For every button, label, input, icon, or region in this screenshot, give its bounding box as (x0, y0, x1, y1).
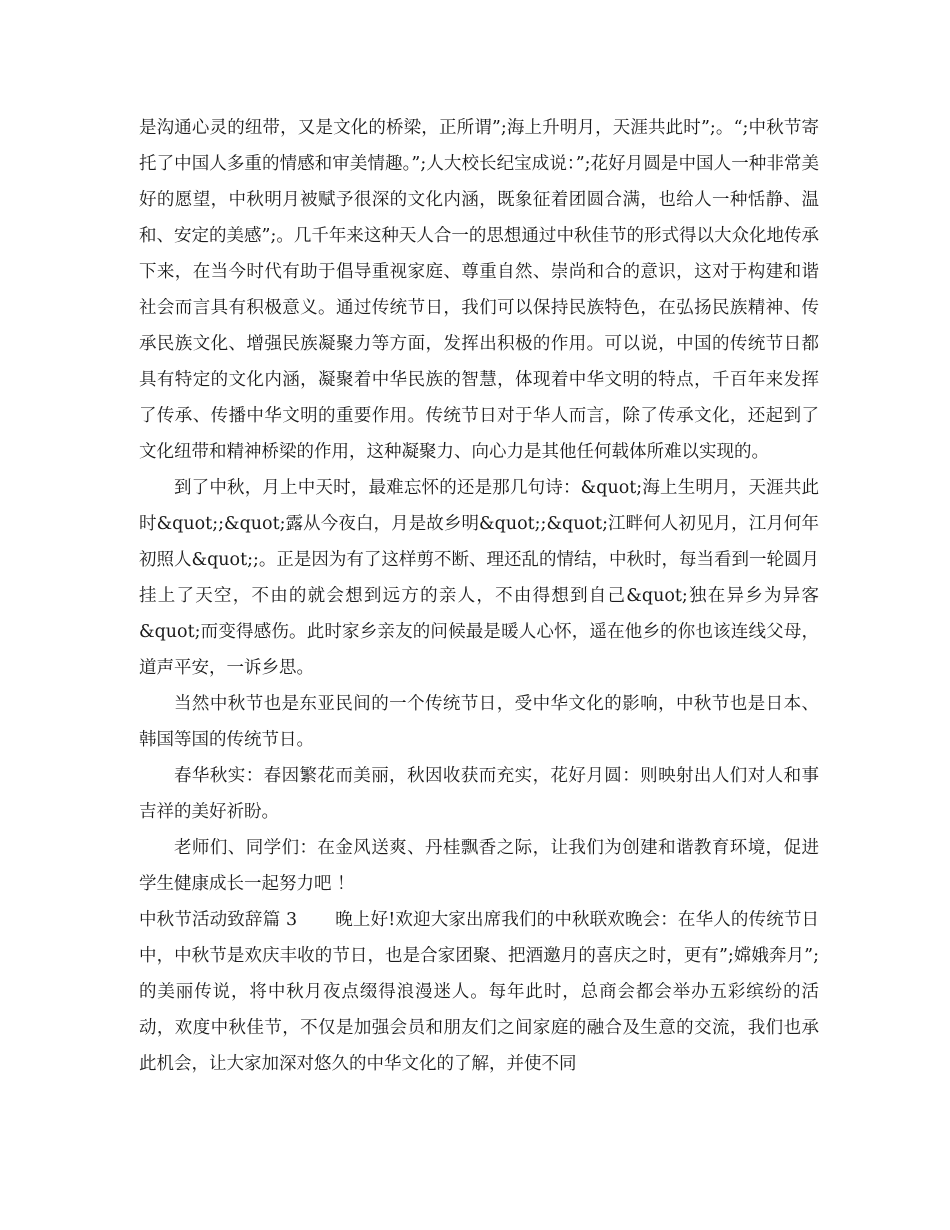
section-text: 晚上好!欢迎大家出席我们的中秋联欢晚会：在华人的传统节日中，中秋节是欢庆丰收的节日，也是合家团聚、把酒邀月的喜庆之时，更有”;嫦娥奔月”;的美丽传说，将中秋月夜点缀得浪漫迷人。每年此时，总商会都会举办五彩缤纷的活动，欢度中秋佳节，不仅是加强会员和朋友们之间家庭的融合及生意的交流，我们也承此机会，让大家加深对悠久的中华文化的了解，并使不同 (139, 910, 820, 1074)
paragraph-3: 当然中秋节也是东亚民间的一个传统节日，受中华文化的影响，中秋节也是日本、韩国等国的传统节日。 (139, 694, 819, 750)
section-paragraph (139, 902, 819, 1082)
paragraph-5: 老师们、同学们：在金风送爽、丹桂飘香之际，让我们为创建和谐教育环境，促进学生健康成长一起努力吧 ！ (139, 838, 819, 894)
paragraph-4: 春华秋实：春因繁花而美丽，秋因收获而充实，花好月圆：则映射出人们对人和事吉祥的美好祈盼。 (139, 766, 819, 822)
section-heading: 中秋节活动致辞篇 3 (139, 910, 298, 930)
paragraph-2: 到了中秋，月上中天时，最难忘怀的还是那几句诗：&quot;海上生明月，天涯共此时&quot;;&quot;露从今夜白，月是故乡明&quot;;&quot;江畔何人初见月，江月何年初照人&quot;;。正是因为有了这样剪不断、理还乱的情结，中秋时，每当看到一轮圆月挂上了天空，不由的就会想到远方的亲人，不由得想到自己&quot;独在异乡为异客&quot;而变得感伤。此时家乡亲友的问候最是暖人心怀，遥在他乡的你也该连线父母，道声平安，一诉乡思。 (139, 478, 819, 678)
paragraph-1: 是沟通心灵的纽带，又是文化的桥梁，正所谓”;海上升明月，天涯共此时”;。“;中秋节寄托了中国人多重的情感和审美情趣。”;人大校长纪宝成说：”;花好月圆是中国人一种非常美好的愿望，中秋明月被赋予很深的文化内涵，既象征着团圆合满，也给人一种恬静、温和、安定的美感”;。几千年来这种天人合一的思想通过中秋佳节的形式得以大众化地传承下来，在当今时代有助于倡导重视家庭、尊重自然、崇尚和合的意识，这对于构建和谐社会而言具有积极意义。通过传统节日，我们可以保持民族特色，在弘扬民族精神、传承民族文化、增强民族凝聚力等方面，发挥出积极的作用。可以说，中国的传统节日都具有特定的文化内涵，凝聚着中华民族的智慧，体现着中华文明的特点，千百年来发挥了传承、传播中华文明的重要作用。传统节日对于华人而言，除了传承文化，还起到了文化纽带和精神桥梁的作用，这种凝聚力、向心力是其他任何载体所难以实现的。 (139, 118, 819, 462)
document-body (139, 110, 819, 1082)
